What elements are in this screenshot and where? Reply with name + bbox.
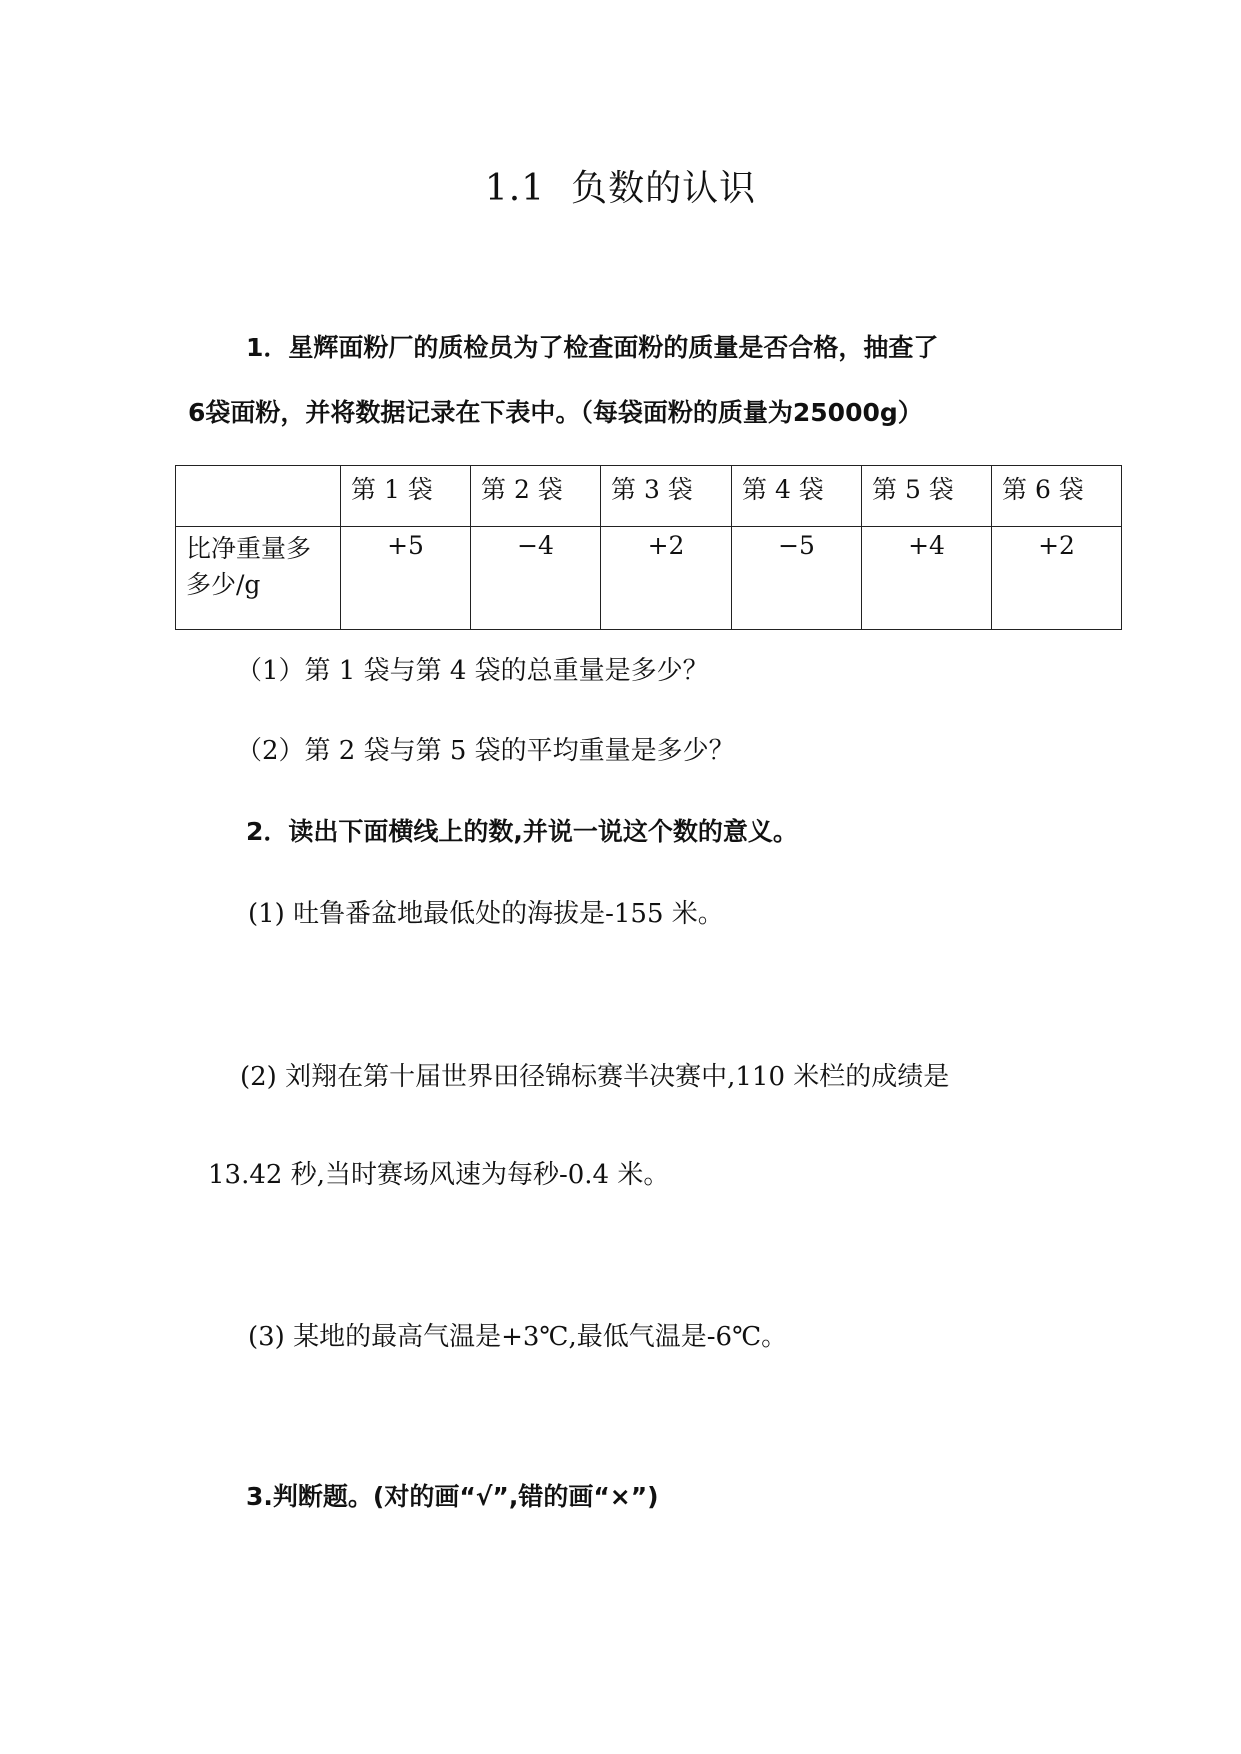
table-value-cell: −4: [471, 527, 601, 630]
table-value-cell: +4: [862, 527, 992, 630]
table-header-cell: 第 3 袋: [601, 466, 732, 527]
q1-subquestion-1: （1）第 1 袋与第 4 袋的总重量是多少？: [236, 656, 709, 686]
page-title: [0, 160, 1241, 211]
q2-item-3: (3) 某地的最高气温是+3℃,最低气温是-6℃。: [248, 1322, 788, 1352]
table-row: [176, 527, 1122, 630]
q2-item-2-line2: 13.42 秒,当时赛场风速为每秒-0.4 米。: [208, 1160, 670, 1190]
q2-item-2-line1: (2) 刘翔在第十届世界田径锦标赛半决赛中,110 米栏的成绩是: [240, 1062, 950, 1092]
section-title: 负数的认识: [571, 168, 757, 209]
q1-subquestion-2: （2）第 2 袋与第 5 袋的平均重量是多少？: [236, 736, 735, 766]
flour-weight-table: [175, 465, 1122, 630]
q1-text-line2: 6袋面粉，并将数据记录在下表中。（每袋面粉的质量为25000g）: [188, 398, 923, 427]
table-corner-cell: [176, 466, 341, 527]
table-value-cell: −5: [732, 527, 862, 630]
table-header-cell: 第 2 袋: [471, 466, 601, 527]
table-header-row: [176, 466, 1122, 527]
table-header-cell: 第 6 袋: [992, 466, 1122, 527]
table-value-cell: +2: [992, 527, 1122, 630]
q2-item-1: (1) 吐鲁番盆地最低处的海拔是-155 米。: [248, 899, 724, 929]
section-number: 1.1: [484, 168, 546, 209]
table-header-cell: 第 1 袋: [341, 466, 471, 527]
table-row-label: 比净重量多多少/g: [176, 527, 341, 630]
table-header-cell: 第 4 袋: [732, 466, 862, 527]
q1-text-line1: 1．星辉面粉厂的质检员为了检查面粉的质量是否合格，抽查了: [246, 333, 939, 362]
q3-heading: 3.判断题。(对的画“√”,错的画“×”): [246, 1482, 659, 1511]
table-header-cell: 第 5 袋: [862, 466, 992, 527]
table-value-cell: +5: [341, 527, 471, 630]
q2-heading: 2．读出下面横线上的数,并说一说这个数的意义。: [246, 817, 798, 846]
table-value-cell: +2: [601, 527, 732, 630]
